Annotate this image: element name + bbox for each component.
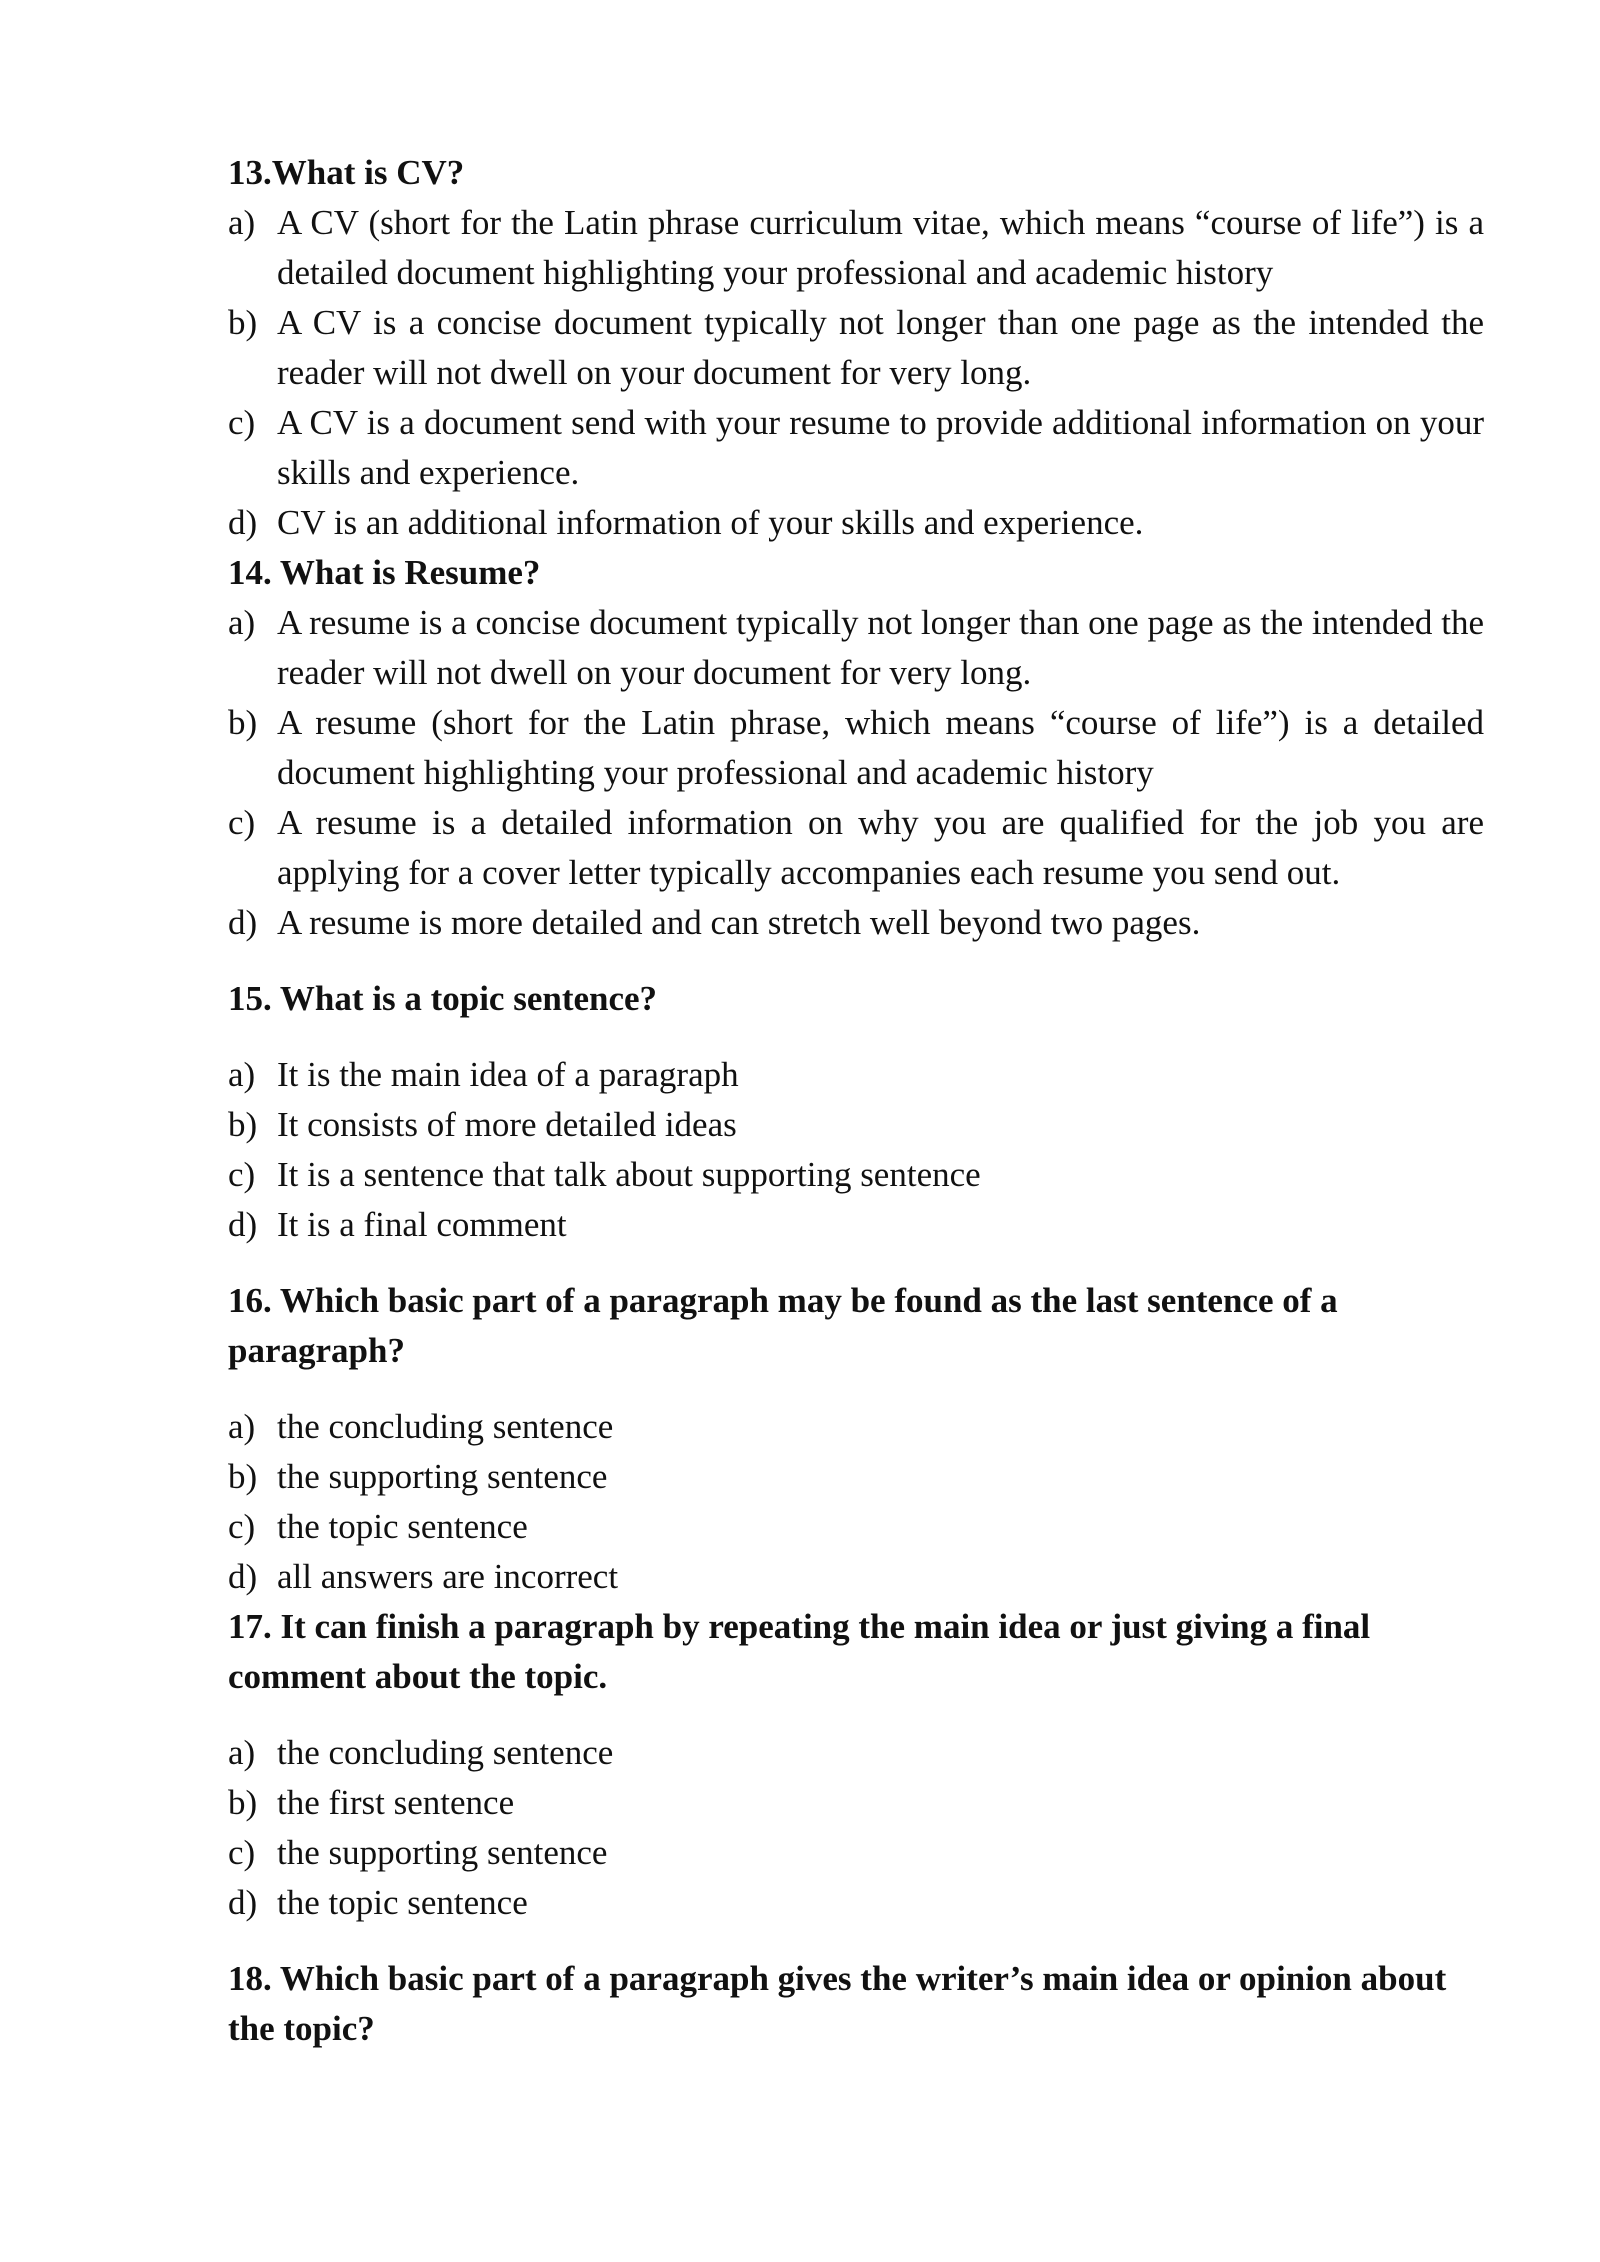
- question-14: [228, 548, 1484, 948]
- option-list: [228, 1402, 1484, 1602]
- option-c: [228, 798, 1484, 898]
- question-title: 13.What is CV?: [228, 153, 465, 192]
- option-text: A CV is a document send with your resume to provide additional information on your skills and experience.: [277, 403, 1484, 492]
- question-title: 18. Which basic part of a paragraph gives the writer’s main idea or opinion about the topic?: [228, 1959, 1447, 2048]
- option-letter: b): [228, 1457, 258, 1496]
- option-a: [228, 598, 1484, 698]
- option-letter: b): [228, 1783, 258, 1822]
- option-text: the concluding sentence: [277, 1407, 614, 1446]
- option-text: the topic sentence: [277, 1883, 528, 1922]
- question-16: [228, 1276, 1484, 1602]
- option-text: the supporting sentence: [277, 1833, 608, 1872]
- option-letter: b): [228, 1105, 258, 1144]
- option-letter: d): [228, 1205, 258, 1244]
- option-text: It is a sentence that talk about supporting sentence: [277, 1155, 981, 1194]
- option-list: [228, 1050, 1484, 1250]
- option-letter: b): [228, 303, 258, 342]
- question-title: 15. What is a topic sentence?: [228, 979, 658, 1018]
- option-a: [228, 198, 1484, 298]
- option-list: [228, 1728, 1484, 1928]
- question-13: [228, 148, 1484, 548]
- option-letter: c): [228, 803, 256, 842]
- option-text: the topic sentence: [277, 1507, 528, 1546]
- option-text: the supporting sentence: [277, 1457, 608, 1496]
- option-letter: a): [228, 1055, 256, 1094]
- option-text: A resume is a detailed information on why you are qualified for the job you are applying for a cover letter typically accompanies each resume you send out.: [277, 803, 1484, 892]
- option-b: [228, 698, 1484, 798]
- option-text: A CV is a concise document typically not longer than one page as the intended the reader will not dwell on your document for very long.: [277, 303, 1484, 392]
- option-b: [228, 1778, 1484, 1828]
- question-title: 17. It can finish a paragraph by repeating the main idea or just giving a final comment about the topic.: [228, 1607, 1371, 1696]
- option-c: [228, 1828, 1484, 1878]
- document-page: [228, 148, 1484, 2054]
- option-text: CV is an additional information of your skills and experience.: [277, 503, 1144, 542]
- option-list: [228, 198, 1484, 548]
- option-text: A CV (short for the Latin phrase curriculum vitae, which means “course of life”) is a detailed document highlighting your professional and academic history: [277, 203, 1484, 292]
- option-b: [228, 1452, 1484, 1502]
- option-text: all answers are incorrect: [277, 1557, 619, 1596]
- option-list: [228, 598, 1484, 948]
- option-d: [228, 1200, 1484, 1250]
- option-d: [228, 498, 1484, 548]
- question-18: [228, 1954, 1484, 2054]
- option-text: It is a final comment: [277, 1205, 567, 1244]
- option-letter: b): [228, 703, 258, 742]
- option-letter: d): [228, 1883, 258, 1922]
- question-title: 16. Which basic part of a paragraph may be found as the last sentence of a paragraph?: [228, 1281, 1338, 1370]
- option-c: [228, 398, 1484, 498]
- option-text: the concluding sentence: [277, 1733, 614, 1772]
- option-letter: d): [228, 903, 258, 942]
- option-a: [228, 1728, 1484, 1778]
- option-letter: c): [228, 403, 256, 442]
- option-letter: c): [228, 1155, 256, 1194]
- option-letter: a): [228, 603, 256, 642]
- option-text: A resume (short for the Latin phrase, which means “course of life”) is a detailed document highlighting your professional and academic history: [277, 703, 1484, 792]
- option-d: [228, 1878, 1484, 1928]
- option-b: [228, 298, 1484, 398]
- option-text: the first sentence: [277, 1783, 515, 1822]
- option-letter: c): [228, 1507, 256, 1546]
- option-letter: d): [228, 503, 258, 542]
- question-title: 14. What is Resume?: [228, 553, 541, 592]
- question-15: [228, 974, 1484, 1250]
- option-letter: a): [228, 1407, 256, 1446]
- option-letter: a): [228, 203, 256, 242]
- option-letter: c): [228, 1833, 256, 1872]
- option-letter: d): [228, 1557, 258, 1596]
- option-text: A resume is a concise document typically not longer than one page as the intended the reader will not dwell on your document for very long.: [277, 603, 1484, 692]
- option-text: It is the main idea of a paragraph: [277, 1055, 739, 1094]
- option-text: It consists of more detailed ideas: [277, 1105, 737, 1144]
- option-b: [228, 1100, 1484, 1150]
- option-d: [228, 898, 1484, 948]
- option-text: A resume is more detailed and can stretch well beyond two pages.: [277, 903, 1201, 942]
- option-a: [228, 1050, 1484, 1100]
- option-letter: a): [228, 1733, 256, 1772]
- option-a: [228, 1402, 1484, 1452]
- option-d: [228, 1552, 1484, 1602]
- question-17: [228, 1602, 1484, 1928]
- option-c: [228, 1502, 1484, 1552]
- option-c: [228, 1150, 1484, 1200]
